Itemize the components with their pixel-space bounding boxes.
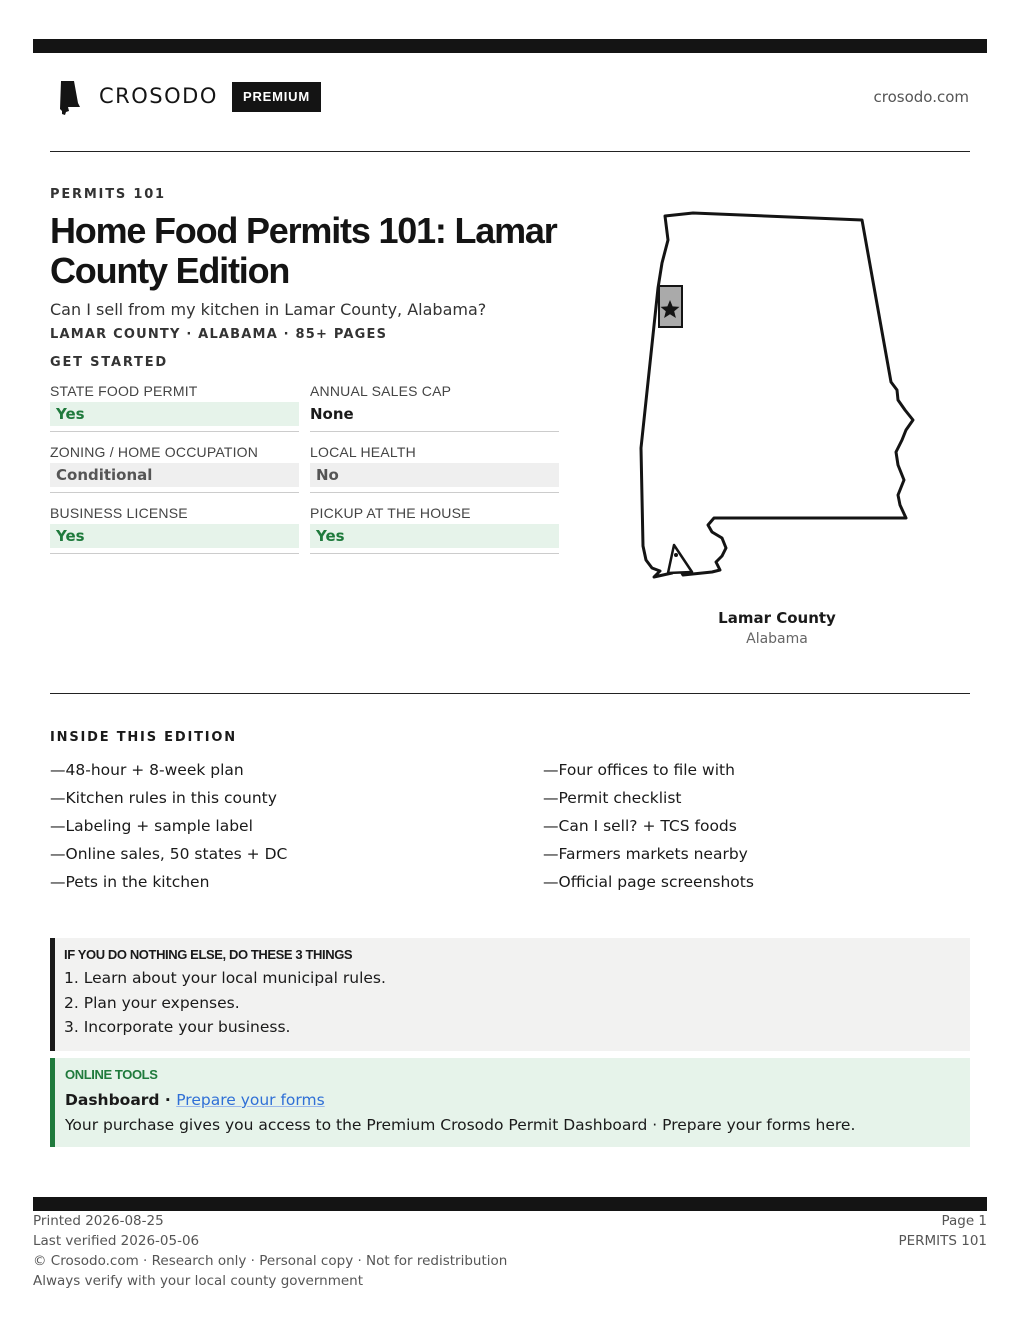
fact-label: STATE FOOD PERMIT [50, 383, 198, 399]
callout-item: 3. Incorporate your business. [64, 1018, 291, 1036]
copyright-notice: © Crosodo.com · Research only · Personal copy · Not for redistribution [33, 1253, 508, 1269]
prepare-forms-link[interactable]: Prepare your forms [176, 1091, 325, 1109]
premium-badge: PREMIUM [232, 82, 321, 112]
inside-list-left [50, 756, 287, 896]
fact-label: ZONING / HOME OCCUPATION [50, 444, 259, 460]
site-url[interactable]: crosodo.com [873, 88, 969, 106]
online-tools-panel [50, 1058, 970, 1147]
header-divider [50, 151, 970, 152]
verify-notice: Always verify with your local county government [33, 1273, 363, 1289]
list-item[interactable]: —Official page screenshots [543, 873, 754, 891]
page-title: Home Food Permits 101: Lamar County Edition [50, 210, 557, 291]
three-things-callout [50, 938, 970, 1051]
brand-name[interactable]: CROSODO [99, 84, 218, 108]
inside-list-right [543, 756, 754, 896]
get-started-heading: GET STARTED [50, 355, 168, 370]
map-state-label: Alabama [746, 631, 808, 647]
page-number: Page 1 [941, 1213, 987, 1229]
permit-facts-grid [50, 383, 559, 554]
printed-date: Printed 2026-08-25 [33, 1213, 164, 1229]
alabama-outline [641, 213, 913, 577]
mobile-bay-inlet [668, 545, 692, 573]
fact-label: BUSINESS LICENSE [50, 505, 188, 521]
list-item[interactable]: —Pets in the kitchen [50, 873, 210, 891]
section-divider [50, 693, 970, 694]
page-subtitle: Can I sell from my kitchen in Lamar County, Alabama? [50, 300, 487, 319]
separator: · [159, 1091, 177, 1109]
alabama-state-map [630, 205, 930, 595]
footer-section: PERMITS 101 [898, 1233, 987, 1249]
fact-state-food-permit [50, 383, 299, 432]
bottom-bar [33, 1197, 987, 1211]
list-item[interactable]: —Farmers markets nearby [543, 845, 748, 863]
callout-item: 1. Learn about your local municipal rules. [64, 969, 386, 987]
fact-pickup-at-house [310, 505, 559, 554]
callout-item: 2. Plan your expenses. [64, 993, 240, 1012]
dashboard-label: Dashboard [65, 1091, 160, 1109]
tools-title: ONLINE TOOLS [65, 1067, 158, 1082]
list-item[interactable]: —48-hour + 8-week plan [50, 761, 244, 779]
fact-zoning-home-occupation [50, 444, 299, 493]
fact-value: Conditional [50, 463, 299, 487]
fact-value: Yes [50, 524, 299, 548]
tools-description: Your purchase gives you access to the Premium Crosodo Permit Dashboard · Prepare your forms here. [65, 1116, 856, 1134]
fact-local-health [310, 444, 559, 493]
alabama-state-silhouette-icon [59, 81, 81, 115]
section-kicker: PERMITS 101 [50, 187, 166, 202]
fact-business-license [50, 505, 299, 554]
callout-title: IF YOU DO NOTHING ELSE, DO THESE 3 THINGS [64, 947, 353, 962]
list-item[interactable]: —Online sales, 50 states + DC [50, 845, 288, 863]
verified-date: Last verified 2026-05-06 [33, 1233, 200, 1249]
list-item[interactable]: —Permit checklist [543, 789, 682, 807]
fact-value: No [310, 463, 559, 487]
fact-value: None [310, 405, 354, 423]
map-county-label: Lamar County [718, 609, 836, 627]
list-item[interactable]: —Can I sell? + TCS foods [543, 817, 737, 835]
fact-annual-sales-cap [310, 383, 559, 432]
footer-left [33, 1211, 507, 1291]
fact-label: PICKUP AT THE HOUSE [310, 505, 471, 521]
edition-meta: LAMAR COUNTY · ALABAMA · 85+ PAGES [50, 327, 388, 342]
fact-label: ANNUAL SALES CAP [310, 383, 452, 399]
footer-right [898, 1211, 987, 1251]
tools-dashboard-line [65, 1088, 970, 1112]
list-item[interactable]: —Four offices to file with [543, 761, 735, 779]
list-item[interactable]: —Kitchen rules in this county [50, 789, 277, 807]
fact-value: Yes [310, 524, 559, 548]
inside-edition-heading: INSIDE THIS EDITION [50, 730, 237, 745]
top-bar [33, 39, 987, 53]
list-item[interactable]: —Labeling + sample label [50, 817, 253, 835]
fact-label: LOCAL HEALTH [310, 444, 416, 460]
fact-value: Yes [50, 402, 299, 426]
